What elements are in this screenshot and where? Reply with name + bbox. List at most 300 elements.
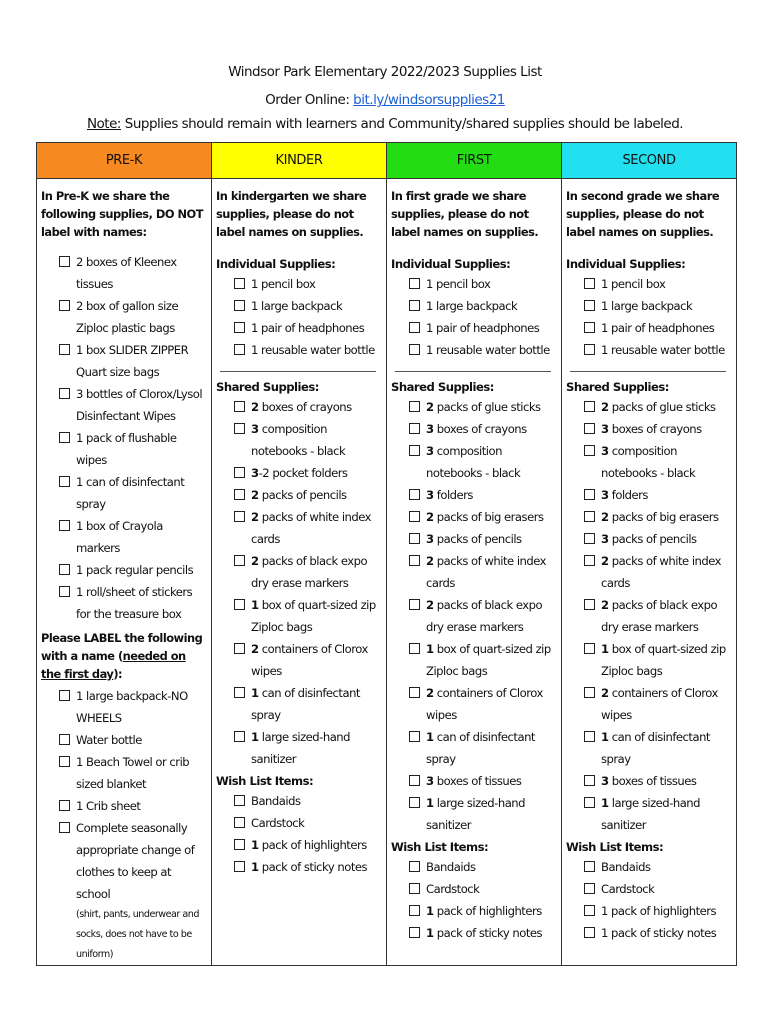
checklist-item (59, 251, 207, 295)
item-text (426, 878, 479, 900)
checkbox[interactable] (409, 533, 420, 544)
item-text (251, 812, 304, 834)
item-text: 1 Crib sheet (76, 799, 141, 813)
item-description: pack of highlighters (258, 838, 367, 852)
first-shared-heading: Shared Supplies: (391, 380, 494, 394)
checkbox[interactable] (584, 489, 595, 500)
prek-column (37, 179, 212, 966)
second-individual-list (566, 273, 732, 361)
item-text (601, 900, 716, 922)
first-individual-list (391, 273, 557, 361)
item-text (601, 440, 732, 484)
item-text: 1 pair of headphones (251, 321, 365, 335)
checkbox[interactable] (234, 839, 245, 850)
checkbox[interactable] (409, 555, 420, 566)
item-text (601, 770, 696, 792)
item-text (251, 682, 382, 726)
item-quantity: 3 (601, 444, 609, 458)
second-wishlist (566, 856, 732, 944)
checklist-item (584, 506, 732, 528)
column-header-second: SECOND (562, 143, 737, 179)
checkbox[interactable] (234, 401, 245, 412)
item-description: packs of white index cards (426, 554, 547, 590)
order-online-line (0, 92, 770, 108)
second-intro: In second grade we share supplies, please do not label names on supplies. (566, 189, 720, 239)
checklist-item (234, 317, 382, 339)
item-text: 1 pair of headphones (601, 321, 715, 335)
checkbox[interactable] (584, 687, 595, 698)
order-online-label: Order Online: (265, 92, 354, 108)
checkbox[interactable] (584, 643, 595, 654)
checkbox[interactable] (409, 511, 420, 522)
checkbox[interactable] (584, 797, 595, 808)
first-individual-heading: Individual Supplies: (391, 257, 511, 271)
checklist-item (409, 528, 557, 550)
checkbox[interactable] (584, 775, 595, 786)
checkbox[interactable] (409, 445, 420, 456)
checklist-item (234, 790, 382, 812)
prek-labeled-list (41, 685, 207, 905)
checklist-item (59, 471, 207, 515)
checkbox[interactable] (59, 756, 70, 767)
item-text (601, 682, 732, 726)
checkbox[interactable] (234, 795, 245, 806)
checkbox[interactable] (59, 388, 70, 399)
item-quantity: 1 (426, 730, 434, 744)
supplies-row (37, 179, 737, 966)
item-description: Cardstock (601, 882, 655, 896)
item-text (601, 396, 716, 418)
item-quantity: 3 (251, 422, 259, 436)
item-text: 1 pack of flushable wipes (76, 431, 177, 467)
item-description: can of disinfectant spray (251, 686, 360, 722)
checklist-item (584, 726, 732, 770)
kinder-individual-list (216, 273, 382, 361)
item-text (601, 528, 697, 550)
item-quantity: 1 (426, 904, 434, 918)
first-shared-list (391, 396, 557, 836)
item-quantity: 3 (426, 774, 434, 788)
checkbox[interactable] (234, 300, 245, 311)
item-quantity: 2 (426, 510, 434, 524)
kinder-shared-heading: Shared Supplies: (216, 380, 319, 394)
item-text (426, 726, 557, 770)
checklist-item (584, 273, 732, 295)
first-wishlist (391, 856, 557, 944)
checklist-item (409, 506, 557, 528)
item-text (251, 418, 382, 462)
item-quantity: 2 (601, 554, 609, 568)
checkbox[interactable] (59, 564, 70, 575)
column-header-prek: PRE-K (37, 143, 212, 179)
checklist-item (584, 682, 732, 726)
item-description: -2 pocket folders (258, 466, 348, 480)
item-quantity: 2 (251, 400, 259, 414)
checklist-item (409, 856, 557, 878)
item-quantity: 3 (426, 532, 434, 546)
label-underlined: needed on the first day (41, 649, 186, 681)
checklist-item (234, 339, 382, 361)
checklist-item (584, 339, 732, 361)
checkbox[interactable] (59, 690, 70, 701)
checklist-item (234, 594, 382, 638)
item-quantity: 2 (251, 510, 259, 524)
checkbox[interactable] (409, 344, 420, 355)
item-text: 1 Beach Towel or crib sized blanket (76, 755, 190, 791)
item-quantity: 1 (251, 598, 259, 612)
label-suffix: ): (113, 667, 123, 681)
supplies-table (36, 142, 737, 966)
column-header-first: FIRST (387, 143, 562, 179)
item-description: box of quart-sized zip Ziploc bags (601, 642, 726, 678)
kinder-divider (220, 371, 376, 372)
note-line (0, 116, 770, 132)
clothes-note: (shirt, pants, underwear and socks, does not have to be uniform) (76, 909, 199, 960)
kinder-intro: In kindergarten we share supplies, please do not label names on supplies. (216, 189, 367, 239)
item-text (426, 506, 544, 528)
checkbox[interactable] (409, 905, 420, 916)
checklist-item (234, 726, 382, 770)
first-intro: In first grade we share supplies, please do not label names on supplies. (391, 189, 539, 239)
checkbox[interactable] (584, 322, 595, 333)
item-text: 1 pencil box (601, 277, 666, 291)
item-quantity: 2 (251, 488, 259, 502)
checkbox[interactable] (59, 344, 70, 355)
checklist-item (234, 506, 382, 550)
checklist-item (59, 817, 207, 905)
checkbox[interactable] (584, 861, 595, 872)
item-text: 2 box of gallon size Ziploc plastic bags (76, 299, 179, 335)
item-description: Bandaids (251, 794, 301, 808)
item-quantity: 2 (251, 642, 259, 656)
item-description: packs of pencils (433, 532, 522, 546)
checklist-item (584, 922, 732, 944)
order-online-link[interactable]: bit.ly/windsorsupplies21 (353, 92, 505, 108)
checklist-item (234, 418, 382, 462)
second-shared-list (566, 396, 732, 836)
item-text (601, 484, 648, 506)
checklist-item (409, 396, 557, 418)
item-text: 1 reusable water bottle (601, 343, 725, 357)
item-text (601, 594, 732, 638)
prek-shared-list (41, 251, 207, 625)
item-text: 1 large backpack (251, 299, 343, 313)
item-text: 1 pair of headphones (426, 321, 540, 335)
checkbox[interactable] (59, 734, 70, 745)
item-quantity: 1 (251, 838, 259, 852)
checkbox[interactable] (234, 344, 245, 355)
item-description: large sized-hand sanitizer (251, 730, 351, 766)
item-description: pack of sticky notes (433, 926, 543, 940)
item-text (601, 922, 716, 944)
checkbox[interactable] (584, 344, 595, 355)
item-text: Complete seasonally appropriate change of clothes to keep at school (76, 821, 195, 901)
checkbox[interactable] (234, 423, 245, 434)
checkbox[interactable] (59, 476, 70, 487)
checklist-item (59, 427, 207, 471)
item-description: composition notebooks - black (601, 444, 696, 480)
second-shared-heading: Shared Supplies: (566, 380, 669, 394)
item-description: packs of big erasers (433, 510, 544, 524)
checkbox[interactable] (234, 817, 245, 828)
checklist-item (59, 751, 207, 795)
checkbox[interactable] (584, 927, 595, 938)
checkbox[interactable] (59, 800, 70, 811)
checkbox[interactable] (584, 423, 595, 434)
checklist-item (584, 638, 732, 682)
checkbox[interactable] (584, 555, 595, 566)
kinder-wishlist-heading: Wish List Items: (216, 774, 314, 788)
item-quantity: 3 (601, 774, 609, 788)
checkbox[interactable] (234, 322, 245, 333)
item-description: packs of glue sticks (608, 400, 716, 414)
checklist-item (59, 729, 207, 751)
checklist-item (409, 792, 557, 836)
item-text (426, 440, 557, 484)
item-text (251, 726, 382, 770)
item-quantity: 2 (426, 686, 434, 700)
checkbox[interactable] (409, 797, 420, 808)
item-text: 3 bottles of Clorox/Lysol Disinfectant Wipes (76, 387, 203, 423)
checkbox[interactable] (584, 883, 595, 894)
checkbox[interactable] (234, 489, 245, 500)
second-divider (570, 371, 726, 372)
checklist-item (59, 295, 207, 339)
item-quantity: 2 (601, 400, 609, 414)
item-quantity: 2 (601, 686, 609, 700)
checkbox[interactable] (409, 687, 420, 698)
checkbox[interactable] (584, 445, 595, 456)
item-description: Cardstock (251, 816, 305, 830)
item-text: 1 reusable water bottle (426, 343, 550, 357)
checkbox[interactable] (409, 401, 420, 412)
checklist-item (584, 770, 732, 792)
checklist-item (234, 462, 382, 484)
item-quantity: 2 (426, 400, 434, 414)
item-text (251, 834, 367, 856)
checkbox[interactable] (409, 927, 420, 938)
checkbox[interactable] (584, 401, 595, 412)
item-description: boxes of crayons (608, 422, 702, 436)
item-description: boxes of crayons (258, 400, 352, 414)
checkbox[interactable] (234, 278, 245, 289)
item-text (426, 900, 542, 922)
checkbox[interactable] (409, 775, 420, 786)
checklist-item (584, 550, 732, 594)
checkbox[interactable] (409, 731, 420, 742)
item-text (426, 594, 557, 638)
item-text: 1 box SLIDER ZIPPER Quart size bags (76, 343, 189, 379)
item-text: 1 large backpack (426, 299, 518, 313)
item-quantity: 1 (601, 730, 609, 744)
item-description: composition notebooks - black (251, 422, 346, 458)
item-description: can of disinfectant spray (426, 730, 535, 766)
checklist-item (234, 856, 382, 878)
checklist-item (409, 295, 557, 317)
item-text: Water bottle (76, 733, 142, 747)
item-text (251, 594, 382, 638)
item-text: 1 reusable water bottle (251, 343, 375, 357)
checkbox[interactable] (234, 599, 245, 610)
checklist-item (59, 581, 207, 625)
item-quantity: 2 (601, 598, 609, 612)
item-text (426, 528, 522, 550)
first-wishlist-heading: Wish List Items: (391, 840, 489, 854)
checklist-item (584, 418, 732, 440)
item-text (601, 792, 732, 836)
checkbox[interactable] (234, 643, 245, 654)
checklist-item (234, 396, 382, 418)
checklist-item (59, 339, 207, 383)
item-quantity: 1 (251, 686, 259, 700)
checklist-item (234, 638, 382, 682)
checkbox[interactable] (59, 256, 70, 267)
checkbox[interactable] (409, 278, 420, 289)
checkbox[interactable] (59, 300, 70, 311)
item-text (426, 418, 527, 440)
item-text (601, 726, 732, 770)
item-text (251, 856, 367, 878)
item-description: folders (608, 488, 648, 502)
checklist-item (409, 638, 557, 682)
checklist-item (59, 795, 207, 817)
item-text (601, 418, 702, 440)
checklist-item (59, 383, 207, 427)
item-quantity: 1 (426, 796, 434, 810)
checkbox[interactable] (234, 467, 245, 478)
checkbox[interactable] (234, 555, 245, 566)
checklist-item (584, 440, 732, 484)
note-label: Note: (86, 116, 121, 132)
item-text: 1 pack regular pencils (76, 563, 194, 577)
item-text: 1 can of disinfectant spray (76, 475, 185, 511)
checkbox[interactable] (409, 861, 420, 872)
checkbox[interactable] (409, 599, 420, 610)
checkbox[interactable] (409, 322, 420, 333)
item-description: 1 pack of highlighters (601, 904, 717, 918)
note-text: Supplies should remain with learners and Community/shared supplies should be labeled. (120, 116, 684, 132)
item-text (601, 550, 732, 594)
checklist-item (409, 726, 557, 770)
item-text (426, 638, 557, 682)
item-text: 1 pencil box (426, 277, 491, 291)
item-text (426, 792, 557, 836)
checklist-item (409, 900, 557, 922)
checkbox[interactable] (409, 643, 420, 654)
checkbox[interactable] (584, 533, 595, 544)
checkbox[interactable] (409, 489, 420, 500)
checkbox[interactable] (59, 520, 70, 531)
item-quantity: 3 (426, 422, 434, 436)
item-quantity: 1 (251, 730, 259, 744)
checklist-item (409, 682, 557, 726)
checkbox[interactable] (584, 511, 595, 522)
item-description: composition notebooks - black (426, 444, 521, 480)
item-description: containers of Clorox wipes (251, 642, 368, 678)
item-description: Cardstock (426, 882, 480, 896)
checkbox[interactable] (584, 278, 595, 289)
checkbox[interactable] (584, 599, 595, 610)
item-quantity: 2 (426, 598, 434, 612)
checklist-item (234, 484, 382, 506)
checkbox[interactable] (59, 586, 70, 597)
item-text (426, 770, 521, 792)
item-description: boxes of tissues (433, 774, 522, 788)
item-description: pack of sticky notes (258, 860, 368, 874)
checklist-item (59, 685, 207, 729)
checkbox[interactable] (584, 905, 595, 916)
kinder-wishlist (216, 790, 382, 878)
item-text: 1 roll/sheet of stickers for the treasure box (76, 585, 193, 621)
first-column (387, 179, 562, 966)
item-text (426, 484, 473, 506)
checkbox[interactable] (584, 731, 595, 742)
item-quantity: 2 (601, 510, 609, 524)
checklist-item (409, 922, 557, 944)
checkbox[interactable] (59, 822, 70, 833)
item-description: packs of white index cards (601, 554, 722, 590)
item-description: Bandaids (426, 860, 476, 874)
item-quantity: 1 (601, 796, 609, 810)
item-description: containers of Clorox wipes (426, 686, 543, 722)
item-text (251, 506, 382, 550)
document-title: Windsor Park Elementary 2022/2023 Supplies List (228, 64, 542, 80)
checklist-item (234, 812, 382, 834)
item-description: packs of black expo dry erase markers (251, 554, 368, 590)
item-quantity: 2 (426, 554, 434, 568)
item-description: containers of Clorox wipes (601, 686, 718, 722)
checkbox[interactable] (409, 423, 420, 434)
checkbox[interactable] (59, 432, 70, 443)
checkbox[interactable] (234, 731, 245, 742)
item-text: 1 box of Crayola markers (76, 519, 163, 555)
checklist-item (584, 792, 732, 836)
checklist-item (584, 484, 732, 506)
checkbox[interactable] (409, 300, 420, 311)
item-quantity: 2 (251, 554, 259, 568)
item-text: 1 pencil box (251, 277, 316, 291)
checklist-item (409, 550, 557, 594)
item-description: packs of glue sticks (433, 400, 541, 414)
checklist-item (409, 273, 557, 295)
item-text (251, 462, 348, 484)
item-quantity: 3 (426, 488, 434, 502)
checkbox[interactable] (584, 300, 595, 311)
item-description: packs of big erasers (608, 510, 719, 524)
item-description: boxes of crayons (433, 422, 527, 436)
checkbox[interactable] (409, 883, 420, 894)
item-text (601, 878, 654, 900)
item-text (601, 638, 732, 682)
checklist-item (234, 682, 382, 726)
checklist-item (234, 295, 382, 317)
second-column (562, 179, 737, 966)
checklist-item (584, 295, 732, 317)
item-quantity: 3 (601, 488, 609, 502)
item-description: boxes of tissues (608, 774, 697, 788)
item-description: pack of highlighters (433, 904, 542, 918)
item-text (251, 790, 301, 812)
item-description: packs of black expo dry erase markers (601, 598, 718, 634)
second-individual-heading: Individual Supplies: (566, 257, 686, 271)
checkbox[interactable] (234, 861, 245, 872)
checkbox[interactable] (234, 511, 245, 522)
label-prefix: Please LABEL the following with a name ( (41, 631, 203, 663)
checklist-item (409, 770, 557, 792)
item-quantity: 1 (426, 642, 434, 656)
checkbox[interactable] (234, 687, 245, 698)
column-header-kinder: KINDER (212, 143, 387, 179)
